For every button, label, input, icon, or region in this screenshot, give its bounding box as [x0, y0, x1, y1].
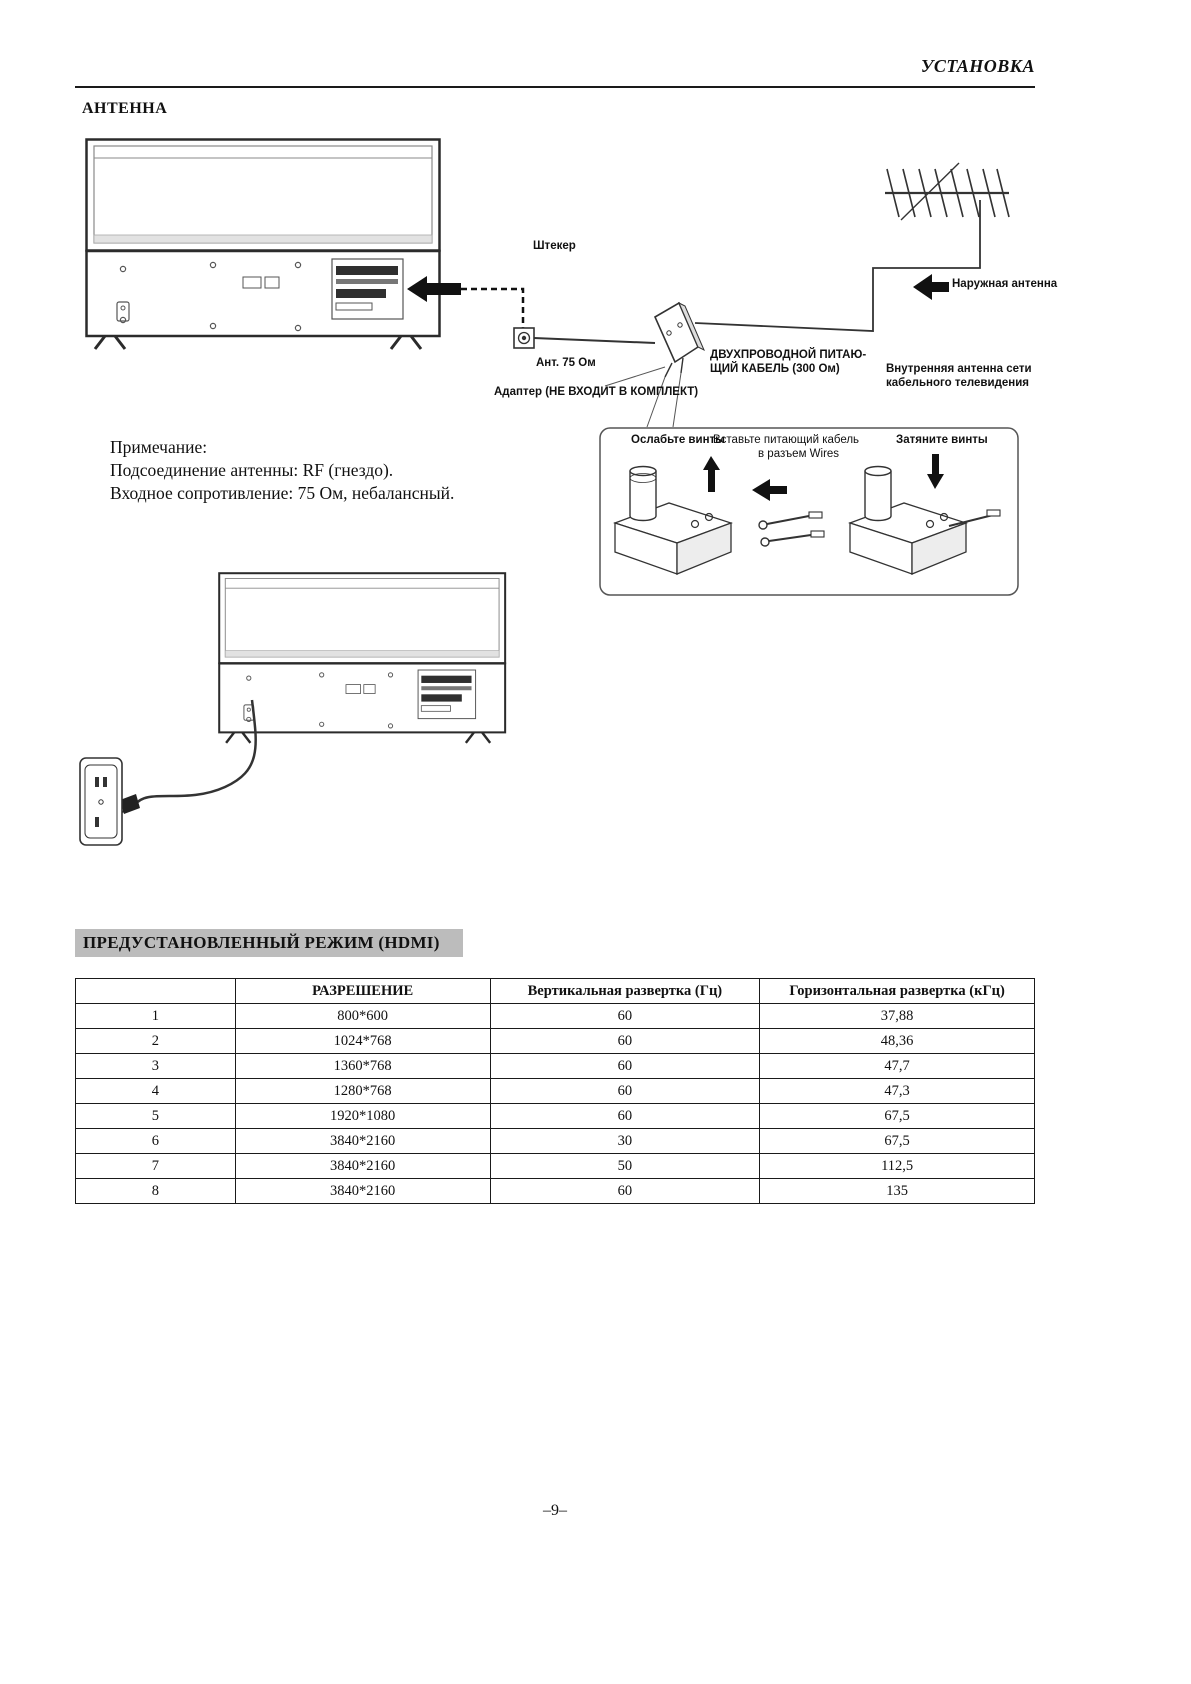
insert-cable-label-2: в разъем Wires: [758, 448, 840, 460]
table-cell: 112,5: [760, 1154, 1035, 1179]
col-header-index: [76, 979, 236, 1004]
table-cell: 60: [490, 1029, 760, 1054]
table-cell: 60: [490, 1004, 760, 1029]
indoor-antenna-label: Внутренняя антенна сети кабельного телевидения: [886, 363, 1032, 390]
table-cell: 30: [490, 1129, 760, 1154]
table-cell: 7: [76, 1154, 236, 1179]
plug-label: Штекер: [533, 240, 576, 252]
table-cell: 1280*768: [235, 1079, 490, 1104]
table-cell: 8: [76, 1179, 236, 1204]
loosen-screws-label: Ослабьте винты: [631, 434, 725, 446]
preset-table-body: [76, 1004, 1035, 1204]
table-row: [76, 1179, 1035, 1204]
page-header: УСТАНОВКА: [920, 56, 1035, 76]
table-header-row: [76, 979, 1035, 1004]
table-cell: 3840*2160: [235, 1154, 490, 1179]
outdoor-antenna-icon: [885, 163, 1009, 220]
table-cell: 48,36: [760, 1029, 1035, 1054]
twin-cable-label: ДВУХПРОВОДНОЙ ПИТАЮ- ЩИЙ КАБЕЛЬ (300 Ом): [710, 349, 867, 376]
tv-back-icon: [87, 140, 440, 350]
note-line-1: Подсоединение антенны: RF (гнездо).: [110, 460, 394, 480]
page-number: –9–: [543, 1502, 567, 1519]
table-cell: 800*600: [235, 1004, 490, 1029]
wall-outlet-icon: [80, 758, 122, 845]
table-row: [76, 1054, 1035, 1079]
col-header-horizontal-khz: Горизонтальная развертка (кГц): [760, 979, 1035, 1004]
table-cell: 6: [76, 1129, 236, 1154]
table-cell: 3840*2160: [235, 1129, 490, 1154]
table-cell: 60: [490, 1079, 760, 1104]
table-cell: 1: [76, 1004, 236, 1029]
table-cell: 67,5: [760, 1104, 1035, 1129]
antenna-section-title: АНТЕННА: [82, 100, 168, 117]
table-cell: 1360*768: [235, 1054, 490, 1079]
insert-cable-label-1: Вставьте питающий кабель: [713, 434, 860, 446]
preset-section-title: ПРЕДУСТАНОВЛЕННЫЙ РЕЖИМ (HDMI): [75, 929, 463, 957]
table-row: [76, 1104, 1035, 1129]
table-row: [76, 1029, 1035, 1054]
header-divider: [75, 86, 1035, 88]
table-cell: 47,3: [760, 1079, 1035, 1104]
table-cell: 5: [76, 1104, 236, 1129]
col-header-vertical-hz: Вертикальная развертка (Гц): [490, 979, 760, 1004]
outdoor-antenna-label: Наружная антенна: [952, 278, 1058, 290]
table-row: [76, 1004, 1035, 1029]
note-block: [110, 436, 454, 505]
note-line-2: Входное сопротивление: 75 Ом, небалансный.: [110, 483, 455, 503]
table-cell: 1920*1080: [235, 1104, 490, 1129]
table-cell: 135: [760, 1179, 1035, 1204]
table-cell: 37,88: [760, 1004, 1035, 1029]
table-cell: 2: [76, 1029, 236, 1054]
table-row: [76, 1079, 1035, 1104]
tv-back-icon: [219, 573, 505, 743]
tighten-screws-label: Затяните винты: [896, 434, 988, 446]
preset-table: [75, 978, 1035, 1204]
table-cell: 67,5: [760, 1129, 1035, 1154]
col-header-resolution: РАЗРЕШЕНИЕ: [235, 979, 490, 1004]
rf-plug-icon: [514, 328, 534, 348]
table-cell: 47,7: [760, 1054, 1035, 1079]
table-cell: 60: [490, 1054, 760, 1079]
table-cell: 60: [490, 1179, 760, 1204]
table-row: [76, 1129, 1035, 1154]
adapter-icon: [655, 303, 704, 377]
table-cell: 4: [76, 1079, 236, 1104]
table-cell: 50: [490, 1154, 760, 1179]
note-title: Примечание:: [110, 437, 208, 457]
adapter-label: Адаптер (НЕ ВХОДИТ В КОМПЛЕКТ): [494, 386, 699, 398]
table-cell: 60: [490, 1104, 760, 1129]
arrow-left-icon: [913, 274, 949, 300]
table-cell: 3840*2160: [235, 1179, 490, 1204]
table-cell: 1024*768: [235, 1029, 490, 1054]
table-row: [76, 1154, 1035, 1179]
table-cell: 3: [76, 1054, 236, 1079]
ant-75-ohm-label: Ант. 75 Ом: [536, 357, 596, 369]
